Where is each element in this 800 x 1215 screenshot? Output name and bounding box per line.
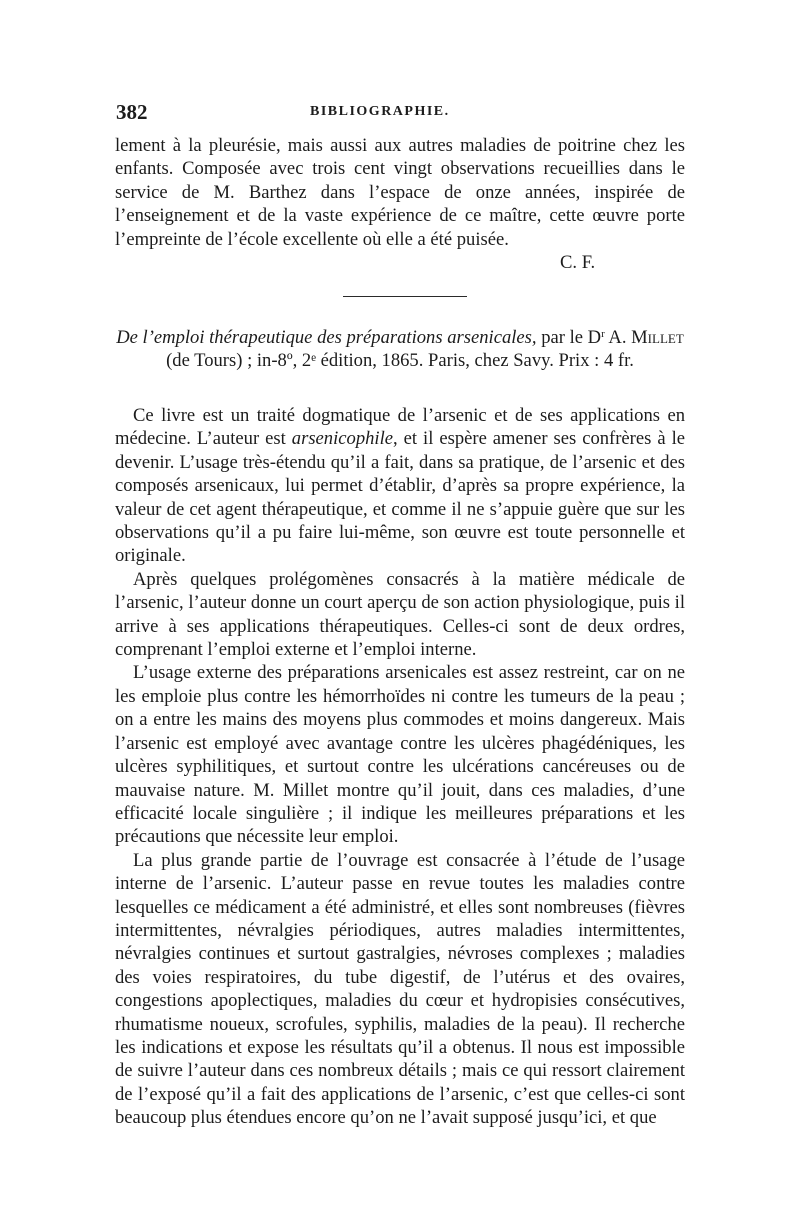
reviewer-signature: C. F.: [560, 252, 596, 273]
previous-review-text: [115, 134, 685, 251]
section-divider: [343, 296, 467, 297]
page-number: 382: [116, 100, 148, 124]
review-body: [115, 404, 685, 1130]
citation-author-initial: A.: [608, 327, 627, 348]
citation-details: (de Tours) ; in-8º, 2ᵉ édition, 1865. Paris, chez Savy. Prix : 4 fr.: [166, 350, 634, 372]
review-p1-emphasis: arsenicophile: [291, 428, 393, 450]
review-paragraph-3: L’usage externe des préparations arsenicales est assez restreint, car on ne les emploie plus contre les hémorrhoïdes ni contre les tumeurs de la peau ; on a entre les mains des moyens plus commodes et moins dangereux. Mais l’arsenic est employé avec avantage contre les ulcères phagédéniques, les ulcères syphilitiques, et surtout contre les ulcérations cancéreuses ou de mauvaise nature. M. Millet montre qu’il jouit, dans ces maladies, d’une efficacité locale singulière ; il indique les meilleures préparations et les précautions que nécessite leur emploi.: [115, 662, 685, 848]
previous-review-paragraph: lement à la pleurésie, mais aussi aux autres maladies de poitrine chez les enfants. Composée avec trois cent vingt observations recueillies dans le service de M. Barthez dans l’espace de onze années, inspirée de l’enseignement et de la vaste expérience de ce maître, cette œuvre porte l’empreinte de l’école excellente où elle a été puisée.: [115, 135, 685, 250]
review-paragraph-2: Après quelques prolégomènes consacrés à la matière médicale de l’arsenic, l’auteur donne un court aperçu de son action physiologique, puis il arrive à ses applications thérapeutiques. Celles-ci sont de deux ordres, comprenant l’emploi externe et l’emploi interne.: [115, 568, 685, 661]
page-header: [0, 100, 800, 130]
book-citation: [115, 326, 685, 373]
review-paragraph-1: [115, 404, 685, 568]
review-p1-start: Ce livre est un traité dogmatique de l’arsenic et de ses applications en médecine. L’auteur est: [115, 405, 685, 450]
citation-by: par le D: [541, 327, 602, 348]
review-paragraph-4: La plus grande partie de l’ouvrage est consacrée à l’étude de l’usage interne de l’arsenic. L’auteur passe en revue toutes les maladies contre lesquelles ce médicament a été administré, et elles sont nombreuses (fièvres intermittentes, névralgies périodiques, autres maladies intermittentes, névralgies continues et surtout gastralgies, névroses complexes ; maladies des voies respiratoires, du tube digestif, de l’utérus et des ovaires, congestions apoplectiques, maladies du cœur et hydropisies consécutives, rhumatisme noueux, scrofules, syphilis, maladies de la peau). Il recherche les indications et expose les résultats qu’il a obtenus. Il nous est impossible de suivre l’auteur dans ces nombreux détails ; mais ce qui ressort clairement de l’exposé qu’il a fait des applications de l’arsenic, c’est que celles-ci sont beaucoup plus étendues encore qu’on ne l’avait supposé jusqu’ici, et que: [115, 849, 685, 1129]
citation-by-sup: r: [601, 328, 605, 340]
citation-title: De l’emploi thérapeutique des préparations arsenicales,: [116, 327, 537, 348]
citation-author-name: Millet: [631, 327, 684, 348]
running-head: BIBLIOGRAPHIE.: [310, 104, 450, 119]
review-p1-end: , et il espère amener ses confrères à le devenir. L’usage très-étendu qu’il a fait, dans sa pratique, de l’arsenic et des composés arsenicaux, lui permet d’établir, d’après sa propre expérience, la valeur de cet agent thérapeutique, et comme il ne s’appuie guère que sur les observations qu’il a pu faire lui-même, son œuvre est toute personnelle et originale.: [115, 428, 685, 567]
